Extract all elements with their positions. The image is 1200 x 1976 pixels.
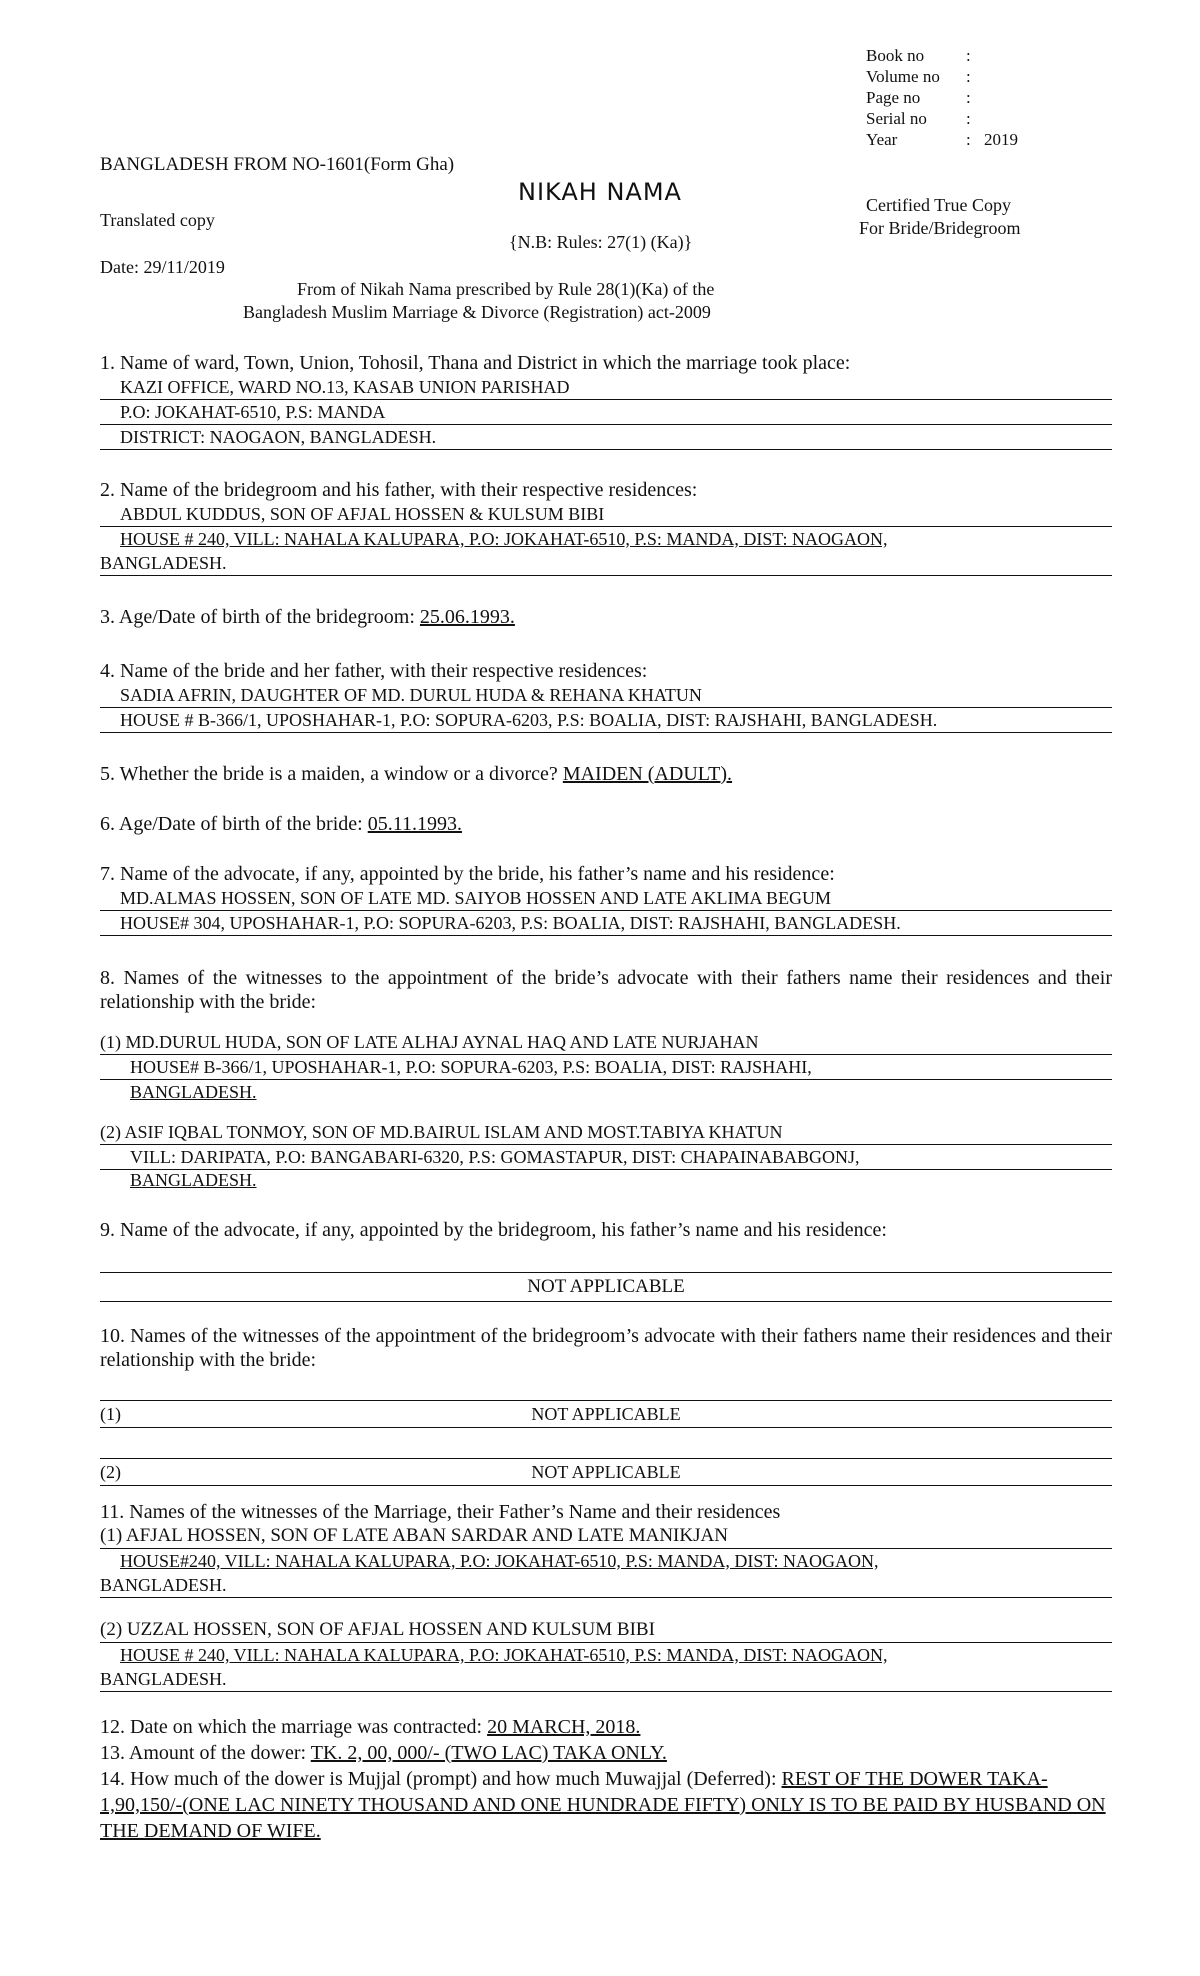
- item-1-question: 1. Name of ward, Town, Union, Tohosil, Thana and District in which the marriage took place:: [100, 352, 851, 374]
- item-13-question: 13. Amount of the dower:: [100, 1742, 311, 1764]
- item-5-answer: MAIDEN (ADULT).: [562, 763, 733, 785]
- item-12-answer: 20 MARCH, 2018.: [487, 1716, 641, 1738]
- meta-serial: Serial no :: [866, 109, 971, 128]
- item-14-question: 14. How much of the dower is Mujjal (prompt) and how much Muwajjal (Deferred):: [100, 1768, 782, 1790]
- item-1-answer-line: DISTRICT: NAOGAON, BANGLADESH.: [100, 425, 1112, 450]
- item-8-witness-1-line: (1) MD.DURUL HUDA, SON OF LATE ALHAJ AYNAL HAQ AND LATE NURJAHAN: [100, 1030, 1112, 1055]
- item-1-answer-line: KAZI OFFICE, WARD NO.13, KASAB UNION PARISHAD: [100, 375, 1112, 400]
- document-title: NIKAH NAMA: [518, 178, 682, 206]
- item-11-witness-1-line: BANGLADESH.: [100, 1573, 1112, 1598]
- item-8-witness-1-line: HOUSE# B-366/1, UPOSHAHAR-1, P.O: SOPURA-6203, P.S: BOALIA, DIST: RAJSHAHI,: [100, 1055, 1112, 1080]
- item-11-witness-1-line: (1) AFJAL HOSSEN, SON OF LATE ABAN SARDAR AND LATE MANIKJAN: [100, 1524, 1112, 1549]
- item-2-answer-line: ABDUL KUDDUS, SON OF AFJAL HOSSEN & KULSUM BIBI: [100, 502, 1112, 527]
- item-11-witness-1-line: HOUSE#240, VILL: NAHALA KALUPARA, P.O: JOKAHAT-6510, P.S: MANDA, DIST: NAOGAON,: [120, 1551, 879, 1571]
- item-10-blank-line: [100, 1372, 1112, 1401]
- item-2-question: 2. Name of the bridegroom and his father, with their respective residences:: [100, 479, 698, 501]
- item-13-dower-amount: [100, 1741, 1112, 1765]
- item-10-question: 10. Names of the witnesses of the appointment of the bridegroom’s advocate with their fathers name their residences and their relationship with the bride:: [100, 1325, 1112, 1371]
- item-10-witness-index: (1): [100, 1404, 121, 1424]
- item-7-answer-line: HOUSE# 304, UPOSHAHAR-1, P.O: SOPURA-6203, P.S: BOALIA, DIST: RAJSHAHI, BANGLADESH.: [100, 911, 1112, 936]
- item-10-witness-row: [100, 1459, 1112, 1486]
- item-2-answer-line: BANGLADESH.: [100, 551, 1112, 576]
- item-9-blank-line: [100, 1242, 1112, 1273]
- item-4-answer-line: SADIA AFRIN, DAUGHTER OF MD. DURUL HUDA & REHANA KHATUN: [100, 683, 1112, 708]
- item-3-answer: 25.06.1993.: [419, 606, 515, 628]
- meta-page: Page no :: [866, 88, 971, 107]
- item-11-witness-2-line: BANGLADESH.: [100, 1667, 1112, 1692]
- item-9-groom-advocate: [100, 1218, 1112, 1302]
- item-13-answer: TK. 2, 00, 000/- (TWO LAC) TAKA ONLY.: [310, 1742, 667, 1764]
- item-7-answer-line: MD.ALMAS HOSSEN, SON OF LATE MD. SAIYOB HOSSEN AND LATE AKLIMA BEGUM: [100, 886, 1112, 911]
- item-8-witness-1-line: BANGLADESH.: [130, 1082, 257, 1102]
- item-11-witness-2-line: HOUSE # 240, VILL: NAHALA KALUPARA, P.O: JOKAHAT-6510, P.S: MANDA, DIST: NAOGAON,: [120, 1645, 888, 1665]
- certified-copy-line: Certified True Copy: [866, 195, 1012, 215]
- item-8-witness-2-line: (2) ASIF IQBAL TONMOY, SON OF MD.BAIRUL ISLAM AND MOST.TABIYA KHATUN: [100, 1120, 1112, 1145]
- rules-note: {N.B: Rules: 27(1) (Ka)}: [509, 232, 693, 252]
- item-11-marriage-witnesses: [100, 1500, 1112, 1692]
- item-4-bride: [100, 659, 1112, 733]
- certified-for-line: For Bride/Bridegroom: [859, 218, 1021, 238]
- item-14-dower-split: [100, 1767, 1112, 1843]
- item-14-answer: REST OF THE DOWER TAKA-: [781, 1768, 1048, 1790]
- item-14-answer: 1,90,150/-(ONE LAC NINETY THOUSAND AND ONE HUNDRADE FIFTY) ONLY IS TO BE PAID BY HUSBAND ON: [100, 1794, 1106, 1816]
- item-14-answer: THE DEMAND OF WIFE.: [100, 1820, 321, 1842]
- item-10-witness-row: [100, 1401, 1112, 1428]
- item-11-question: 11. Names of the witnesses of the Marriage, their Father’s Name and their residences: [100, 1501, 781, 1523]
- document-date: Date: 29/11/2019: [100, 257, 225, 277]
- item-8-question: 8. Names of the witnesses to the appointment of the bride’s advocate with their fathers name their residences and their relationship with the bride:: [100, 967, 1112, 1013]
- prescribed-line-1: From of Nikah Nama prescribed by Rule 28(1)(Ka) of the: [297, 279, 715, 299]
- item-8-bride-advocate-witnesses: [100, 966, 1112, 1190]
- item-7-bride-advocate: [100, 862, 1112, 936]
- item-8-witness-2-line: BANGLADESH.: [130, 1170, 257, 1190]
- item-6-question: 6. Age/Date of birth of the bride:: [100, 813, 368, 835]
- meta-book: Book no :: [866, 46, 971, 65]
- item-6-answer: 05.11.1993.: [367, 813, 462, 835]
- item-4-answer-line: HOUSE # B-366/1, UPOSHAHAR-1, P.O: SOPURA-6203, P.S: BOALIA, DIST: RAJSHAHI, BANGLADESH.: [100, 708, 1112, 733]
- item-3-groom-dob: [100, 605, 1112, 629]
- item-2-answer-line: HOUSE # 240, VILL: NAHALA KALUPARA, P.O: JOKAHAT-6510, P.S: MANDA, DIST: NAOGAON,: [120, 529, 888, 549]
- meta-year: Year : 2019: [866, 130, 1018, 149]
- item-6-bride-dob: [100, 812, 1112, 836]
- translated-copy-label: Translated copy: [100, 210, 215, 230]
- item-12-question: 12. Date on which the marriage was contracted:: [100, 1716, 488, 1738]
- item-11-witness-2-line: (2) UZZAL HOSSEN, SON OF AFJAL HOSSEN AND KULSUM BIBI: [100, 1618, 1112, 1643]
- item-9-question: 9. Name of the advocate, if any, appointed by the bridegroom, his father’s name and his residence:: [100, 1219, 887, 1241]
- item-2-bridegroom: [100, 478, 1112, 576]
- item-1-marriage-place: [100, 351, 1112, 450]
- form-number: BANGLADESH FROM NO-1601(Form Gha): [100, 154, 455, 175]
- item-5-bride-status: [100, 762, 1112, 786]
- item-10-blank-line: [100, 1428, 1112, 1459]
- item-10-groom-advocate-witnesses: [100, 1324, 1112, 1486]
- item-5-question: 5. Whether the bride is a maiden, a window or a divorce?: [100, 763, 563, 785]
- item-4-question: 4. Name of the bride and her father, with their respective residences:: [100, 660, 648, 682]
- item-12-marriage-date: [100, 1715, 1112, 1739]
- item-7-question: 7. Name of the advocate, if any, appointed by the bride, his father’s name and his residence:: [100, 863, 835, 885]
- item-1-answer-line: P.O: JOKAHAT-6510, P.S: MANDA: [100, 400, 1112, 425]
- prescribed-line-2: Bangladesh Muslim Marriage & Divorce (Registration) act-2009: [243, 302, 711, 322]
- item-10-witness-index: (2): [100, 1462, 121, 1482]
- item-9-answer: NOT APPLICABLE: [100, 1273, 1112, 1302]
- item-10-witness-value: NOT APPLICABLE: [531, 1462, 681, 1482]
- item-8-witness-2-line: VILL: DARIPATA, P.O: BANGABARI-6320, P.S: GOMASTAPUR, DIST: CHAPAINABABGONJ,: [100, 1145, 1112, 1170]
- item-10-witness-value: NOT APPLICABLE: [531, 1404, 681, 1424]
- meta-volume: Volume no :: [866, 67, 971, 86]
- item-3-question: 3. Age/Date of birth of the bridegroom:: [100, 606, 420, 628]
